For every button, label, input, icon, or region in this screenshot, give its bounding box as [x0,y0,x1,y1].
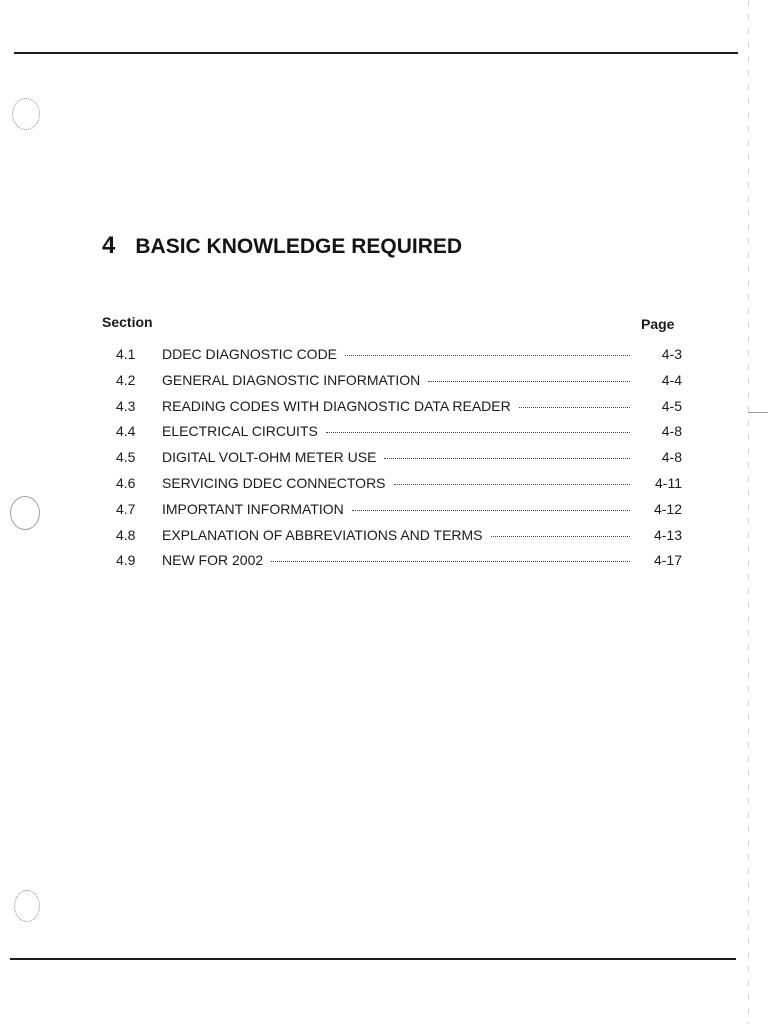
toc-section-title: ELECTRICAL CIRCUITS [162,423,318,440]
toc-section-number: 4.8 [116,526,136,543]
toc-page-number: 4-8 [661,423,682,440]
toc-entry-4-1 [116,346,682,372]
dot-leader [326,432,630,433]
toc-section-title: SERVICING DDEC CONNECTORS [162,474,386,491]
punch-hole-icon [12,98,40,130]
toc-entry-4-2 [116,372,682,398]
toc-section-title: READING CODES WITH DIAGNOSTIC DATA READER [162,397,511,414]
toc-entry-4-8 [116,527,682,553]
toc-page-number: 4-12 [653,500,682,517]
dot-leader [352,510,630,511]
dot-leader [384,458,630,459]
toc-page-number: 4-8 [661,449,682,466]
toc-section-title: EXPLANATION OF ABBREVIATIONS AND TERMS [162,526,483,543]
toc-section-title: DDEC DIAGNOSTIC CODE [162,346,338,362]
toc-section-number: 4.9 [116,552,136,569]
toc-entry-4-5 [116,449,682,475]
toc-section-number: 4.3 [116,397,136,414]
dot-leader [519,407,630,408]
toc-section-number: 4.6 [116,474,136,491]
toc-section-title: DIGITAL VOLT-OHM METER USE [162,449,377,466]
toc-page-number: 4-13 [653,526,682,543]
scan-edge-line [748,0,749,1024]
dot-leader [428,381,630,382]
table-of-contents [116,346,682,578]
toc-section-number: 4.2 [116,371,136,388]
toc-page-number: 4-17 [653,552,682,569]
toc-page-number: 4-11 [655,474,682,491]
toc-page-header: Page [641,316,675,332]
toc-section-title: IMPORTANT INFORMATION [162,500,344,517]
dot-leader [345,355,630,356]
toc-entry-4-9 [116,552,682,578]
punch-hole-icon [14,890,40,922]
toc-section-number: 4.1 [116,346,136,362]
dot-leader [394,484,630,485]
toc-entry-4-6 [116,475,682,501]
toc-entry-4-4 [116,423,682,449]
punch-hole-icon [10,496,40,530]
toc-section-header: Section [102,314,153,330]
bottom-rule [10,958,736,960]
toc-page-number: 4-5 [661,397,682,414]
dot-leader [271,561,630,562]
toc-page-number: 4-3 [661,346,682,362]
toc-section-number: 4.4 [116,423,136,440]
toc-section-title: NEW FOR 2002 [162,552,264,569]
chapter-number: 4 [102,232,116,259]
dot-leader [491,536,630,537]
chapter-title-text: BASIC KNOWLEDGE REQUIRED [135,235,463,258]
chapter-title [102,232,462,260]
toc-entry-4-3 [116,398,682,424]
toc-section-number: 4.5 [116,449,136,466]
toc-section-title: GENERAL DIAGNOSTIC INFORMATION [162,371,421,388]
toc-section-number: 4.7 [116,500,136,517]
scan-edge-tick [748,412,768,413]
top-rule [14,52,738,54]
toc-entry-4-7 [116,501,682,527]
toc-page-number: 4-4 [661,371,682,388]
